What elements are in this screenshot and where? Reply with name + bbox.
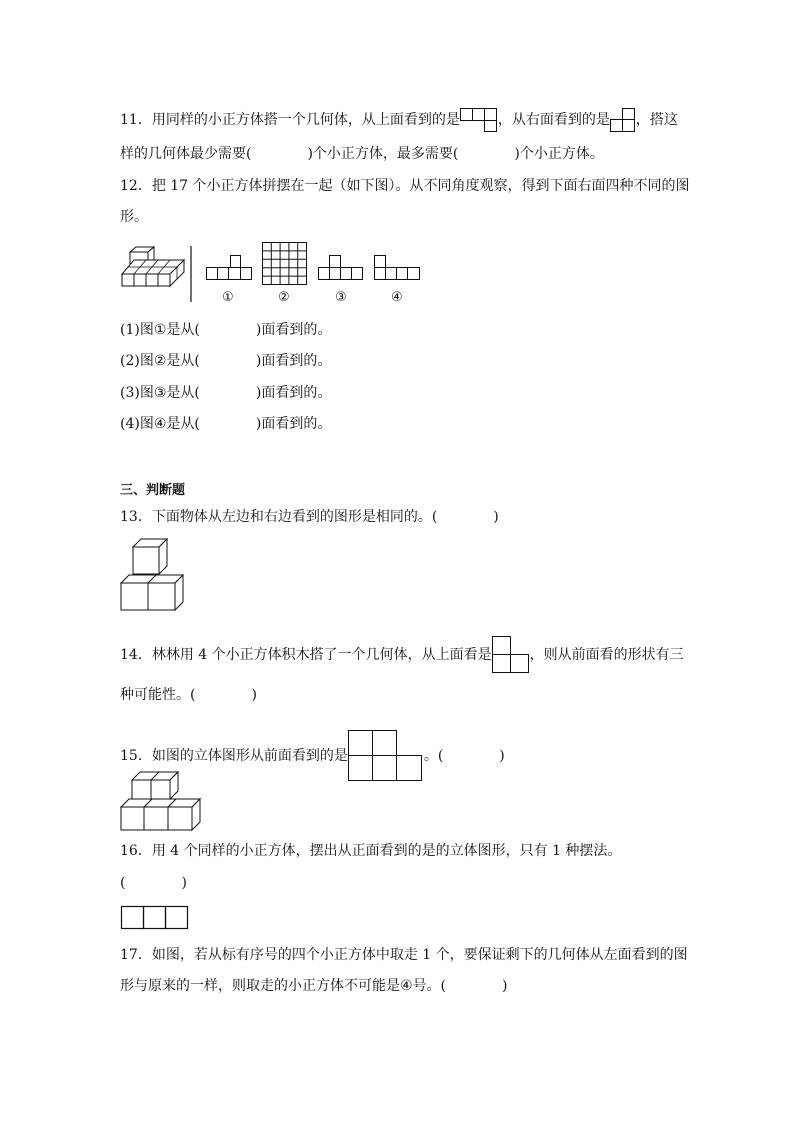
q11-line2: 样的几何体最少需要( )个小正方体，最多需要( )个小正方体。 xyxy=(120,146,604,162)
q17-line2 xyxy=(120,976,508,996)
q12-item-2 xyxy=(120,351,331,371)
q12-solid-figure xyxy=(120,246,190,288)
q12-item-1-pre: (1)图 xyxy=(120,322,154,338)
q13-line: 13．下面物体从左边和右边看到的图形是相同的。( ) xyxy=(120,509,499,525)
q17-text-b: 号。( ) xyxy=(412,978,508,994)
q12-item-4-num: ④ xyxy=(153,416,167,432)
q13-solid-figure xyxy=(120,538,190,612)
q12-figure-1 xyxy=(206,255,254,281)
q12-item-3-num: ③ xyxy=(153,385,167,401)
q16-front-view-figure xyxy=(121,906,191,930)
q12-figure-4 xyxy=(374,255,422,281)
q12-line2: 形。 xyxy=(120,209,148,225)
q14-text-b: ，则从前面看的形状有三 xyxy=(529,647,684,663)
q11-top-view-figure xyxy=(460,108,498,132)
q12-item-2-num: ② xyxy=(153,353,167,369)
q12-divider xyxy=(190,246,192,302)
q12-item-3-pre: (3)图 xyxy=(120,385,154,401)
q12-figure-2 xyxy=(262,242,308,286)
q11-text-a: 11．用同样的小正方体搭一个几何体，从上面看到的是 xyxy=(120,112,460,128)
q12-item-4 xyxy=(120,414,331,434)
q12-item-4-post: 是从( )面看到的。 xyxy=(166,416,332,432)
q11-line1 xyxy=(120,108,678,132)
q12-item-3-post: 是从( )面看到的。 xyxy=(166,385,332,401)
q12-figure-3-label: ③ xyxy=(335,290,347,305)
q12-figure-1-label: ① xyxy=(222,290,234,305)
q14-text-a: 14．林林用 4 个小正方体积木搭了一个几何体，从上面看是 xyxy=(120,647,492,663)
q12-item-2-pre: (2)图 xyxy=(120,353,154,369)
q12-figure-2-label: ② xyxy=(278,290,290,305)
q17-line1: 17．如图，若从标有序号的四个小正方体中取走 1 个，要保证剩下的几何体从左面看到的图 xyxy=(120,947,688,963)
q15-text-a: 15．如图的立体图形从前面看到的是 xyxy=(120,748,348,764)
q17-text-a: 形与原来的一样，则取走的小正方体不可能是 xyxy=(120,978,400,994)
q12-item-3 xyxy=(120,383,331,403)
q11-text-c: ，搭这 xyxy=(635,112,678,128)
q15-solid-figure xyxy=(120,771,204,833)
q12-item-1 xyxy=(120,320,331,340)
section-title: 三、判断题 xyxy=(120,483,186,498)
q11-text-b: ，从右面看到的是 xyxy=(497,112,610,128)
q16-line2: ( ) xyxy=(120,875,187,891)
q14-line2: 种可能性。( ) xyxy=(120,687,257,703)
q14-top-view-figure xyxy=(492,636,530,674)
q12-item-1-post: 是从( )面看到的。 xyxy=(166,322,332,338)
q12-item-4-pre: (4)图 xyxy=(120,416,154,432)
q15-front-view-figure xyxy=(348,730,424,782)
q11-right-view-figure xyxy=(610,108,636,132)
q12-figure-4-label: ④ xyxy=(391,290,403,305)
q14-line1 xyxy=(120,636,684,674)
q16-line1: 16．用 4 个同样的小正方体，摆出从正面看到的是的立体图形，只有 1 种摆法。 xyxy=(120,843,622,859)
q12-item-1-num: ① xyxy=(153,322,167,338)
q17-num: ④ xyxy=(400,978,413,994)
q15-text-b: 。( ) xyxy=(423,748,505,764)
q12-figure-3 xyxy=(318,255,364,281)
q12-line1: 12．把 17 个小正方体拼摆在一起（如下图）。从不同角度观察，得到下面右面四种不同的图 xyxy=(120,178,690,194)
q12-item-2-post: 是从( )面看到的。 xyxy=(166,353,332,369)
